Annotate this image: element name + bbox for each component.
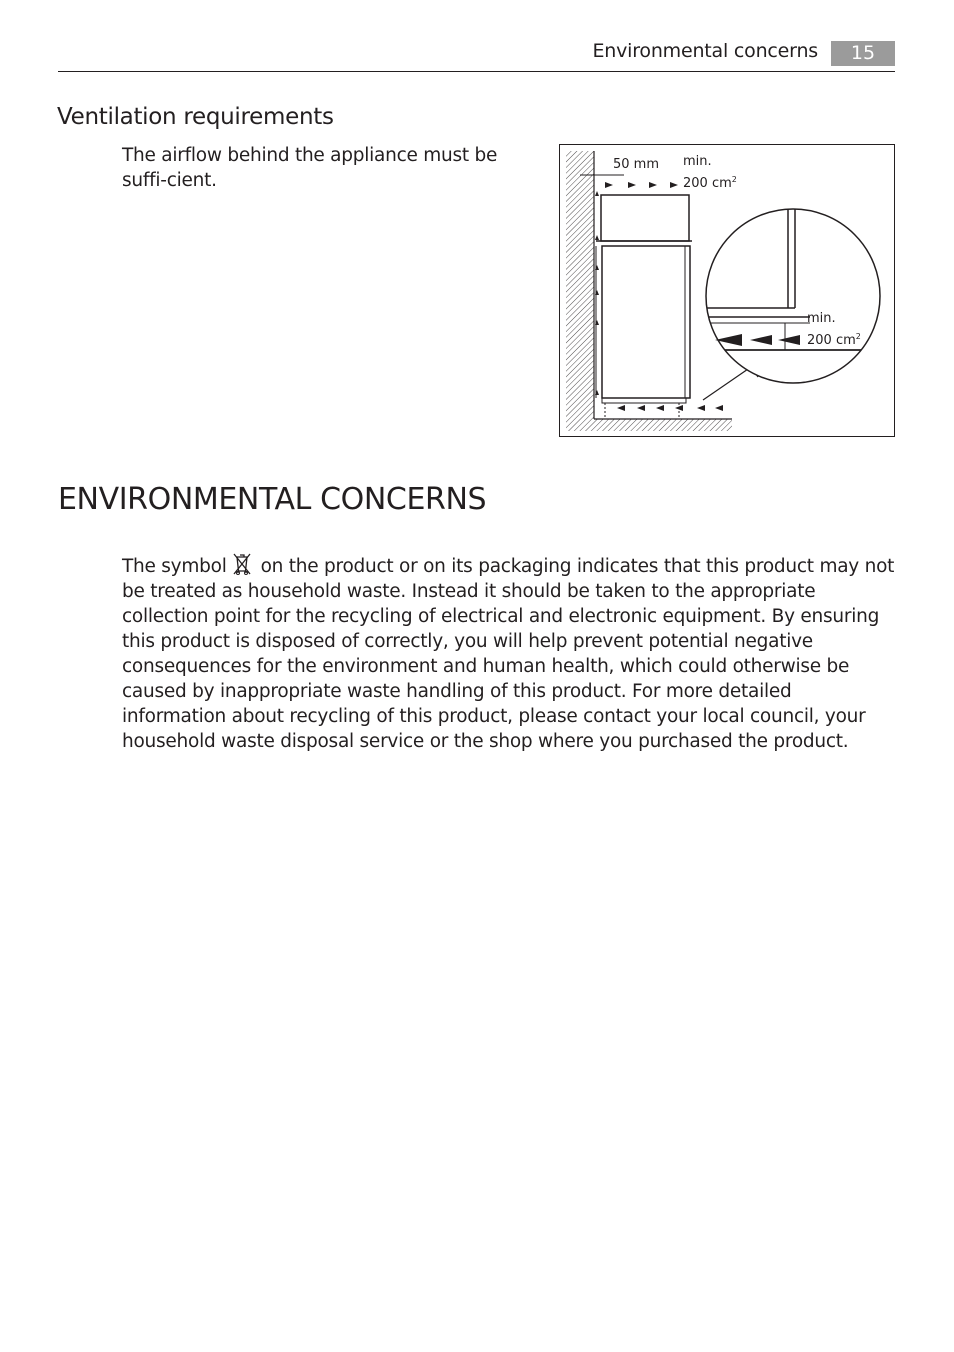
wall-hatching <box>566 151 594 419</box>
label-clearance: 50 mm <box>613 157 660 172</box>
environment-heading: ENVIRONMENTAL CONCERNS <box>58 482 487 517</box>
symbol-description-text: on the product or on its packaging indicates that this product may not be treated as household waste. Instead it should be taken to the appropriate collection point for the recycling of electrical and electronic equipment. By ensuring this product is disposed of correctly, you will help prevent potential negative consequences for the environment and human health, which could otherwise be caused by inappropriate waste handling of this product. For more detailed information about recycling of this product, please contact your local council, your household waste disposal service or the shop where you purchased the product. <box>122 556 895 752</box>
bottom-airflow-arrows <box>617 405 723 411</box>
crossed-out-wheelie-bin-icon <box>231 552 253 576</box>
header-section-title: Environmental concerns <box>592 40 818 62</box>
label-bottom-area: 200 $cm^2$ <box>807 332 861 348</box>
label-top-area: 200 $cm^2$ <box>683 175 737 191</box>
upper-cabinet <box>601 195 689 241</box>
zoom-circle <box>706 209 880 383</box>
symbol-intro-text: The symbol <box>122 556 227 577</box>
ventilation-text: The airflow behind the appliance must be suffi-cient. <box>122 145 498 191</box>
floor-hatching <box>566 419 732 431</box>
label-bottom-min: min. <box>807 311 836 326</box>
appliance-body <box>602 246 690 398</box>
label-top-min: min. <box>683 154 712 169</box>
ventilation-diagram <box>559 144 895 437</box>
page-number: 15 <box>831 41 895 66</box>
environment-text <box>122 552 897 754</box>
ventilation-diagram-svg <box>560 145 896 438</box>
header-rule <box>58 71 895 72</box>
ventilation-heading: Ventilation requirements <box>57 104 334 130</box>
top-airflow-arrows <box>605 182 678 188</box>
